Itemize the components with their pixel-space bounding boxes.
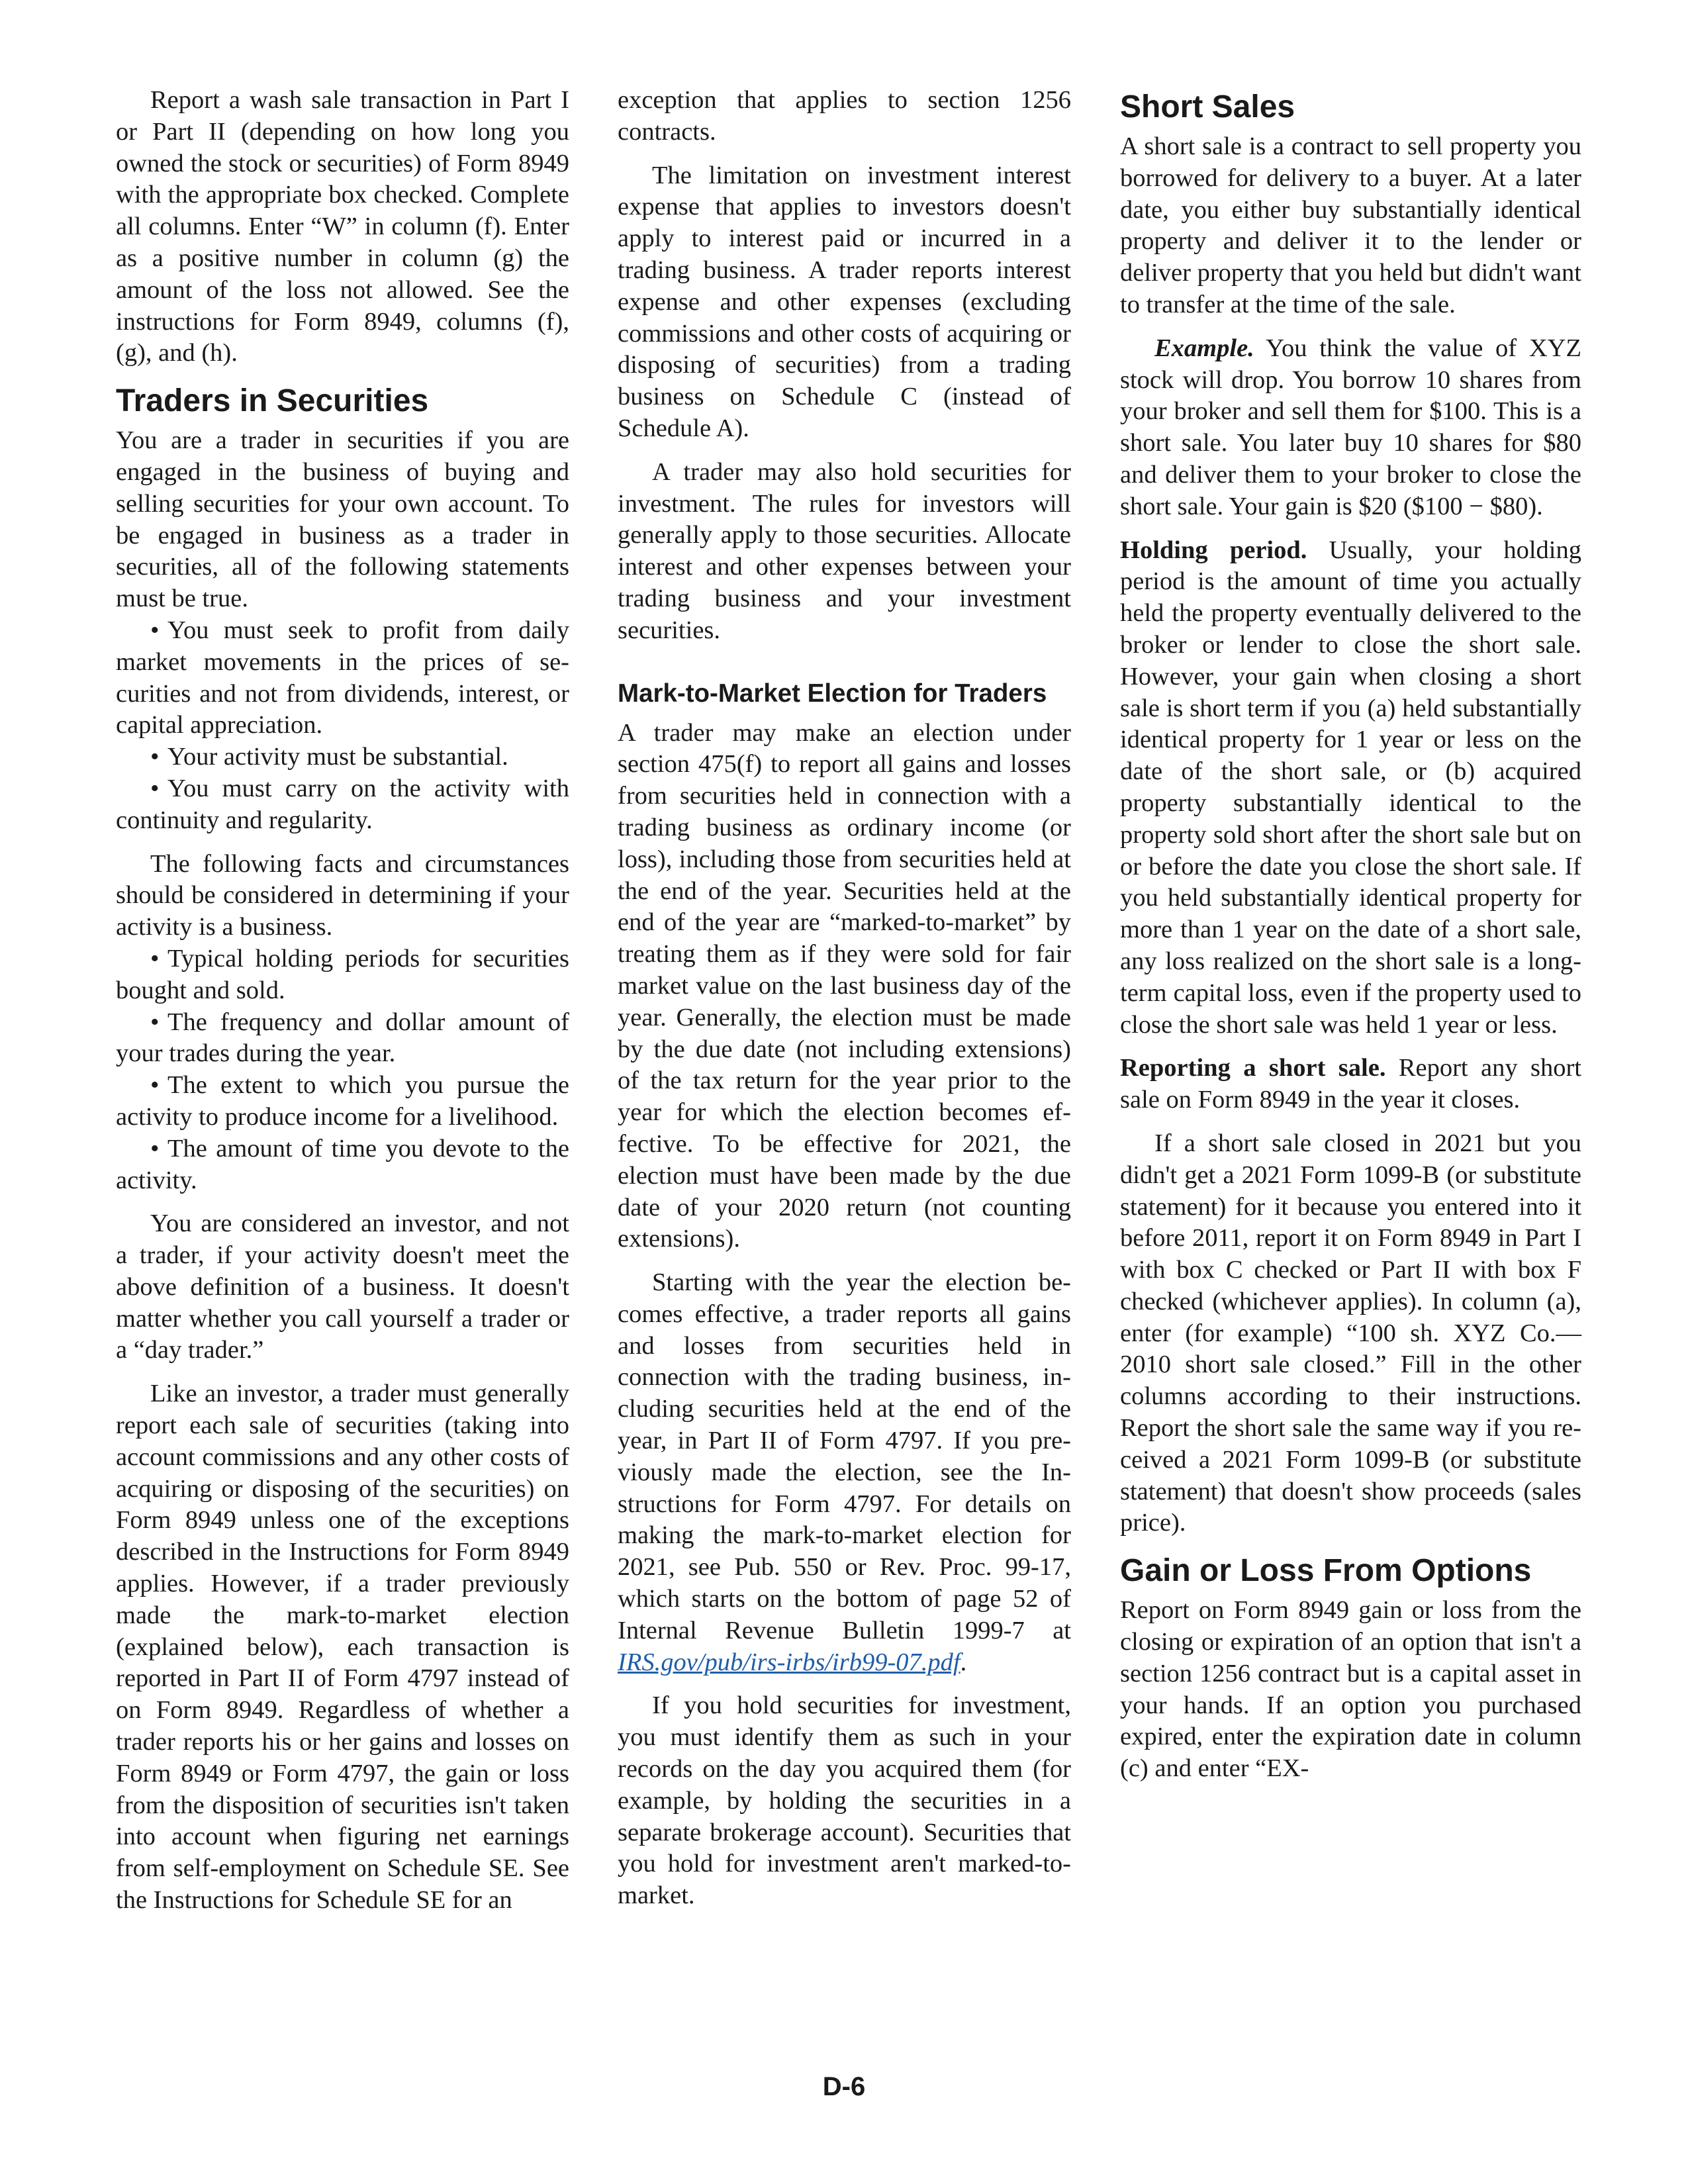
heading-traders-in-securities: Traders in Securities bbox=[116, 383, 429, 419]
list-item: • Your activity must be substantial. bbox=[116, 741, 569, 773]
paragraph-mark-to-market: A trader may make an election under section 475(f) to report all gains and losses from securities held in connection with a trading business as ordinary income (or loss), including those from securities held at the end of the year. Securities held at the end of the year are “marked-to-market” by treating them as if they were sold for fair market value on the last business day of the year. Generally, the election must be made by the due date (not including extensions) of the tax return for the year prior to the year for which the election becomes effective. To be effective for 2021, the election must have been made by the due date of your 2020 return (not counting extensions). bbox=[618, 718, 1071, 1253]
paragraph-like-investor: Like an investor, a trader must generally report each sale of securities (taking into account commissions and any other costs of acquiring or disposing of the securities) on Form 8949 unless one of the exceptions described in the Instructions for Form 8949 applies. However, if a trader previously made the mark-to-market election (explained below), each transaction is reported in Part II of Form 4797 instead of on Form 8949. Regardless of whether a trader reports his or her gains and losses on Form 8949 or Form 4797, the gain or loss from the disposition of securities isn't taken into account when figuring net earnings from self-employment on Schedule SE. See the Instructions for Schedule SE for an bbox=[116, 1380, 569, 1915]
paragraph-hold-investment: If you hold securities for investment, you must identify them as such in your records on the day you acquired them (for example, by holding the securities in a separate brokerage account). Securities that you hold for investment aren't marked-to-market. bbox=[618, 1691, 1071, 1910]
list-item: • The frequency and dollar amount of your trades during the year. bbox=[116, 1008, 569, 1068]
paragraph-starting: Starting with the year the election becomes effective, a trader reports all gains and losses from securities held in connection with the trading business, including securities held at the end of the year, in Part II of Form 4797. If you previously made the election, see the Instructions for Form 4797. For details on making the mark-to-market election for 2021, see Pub. 550 or Rev. Proc. 99-17, which starts on the bottom of page 52 of Internal Revenue Bulletin 1999-7 at IRS.gov/pub/irs-irbs/irb99-07.pdf. bbox=[618, 1268, 1071, 1676]
page-number: D-6 bbox=[822, 2072, 866, 2101]
paragraph-reporting: Reporting a short sale. Report any short sale on Form 8949 in the year it closes. bbox=[1120, 1054, 1581, 1114]
reporting-label: Reporting a short sale. bbox=[1120, 1054, 1386, 1082]
list-item: • You must carry on the activity with continuity and regularity. bbox=[116, 774, 569, 834]
heading-gain-loss-options: Gain or Loss From Options bbox=[1120, 1553, 1532, 1589]
paragraph-short-sale-definition: A short sale is a contract to sell property you borrowed for delivery to a buyer. At a later date, you either buy substantially identical property and deliver it to the lender or deliver property that you held but didn't want to transfer at the time of the sale. bbox=[1120, 132, 1581, 318]
paragraph-holding-period: Holding period. Usually, your holding period is the amount of time you actually held the property eventually delivered to the broker or lender to close the short sale. However, your gain when closing a short sale is short term if you (a) held substantially identical property for 1 year or less on the date of the short sale, or (b) acquired property substantially identical to the property sold short after the short sale but on or before the date you close the short sale. If you held substantially identical property for more than 1 year on the date of a short sale, any loss realized on the short sale is a long-term capital loss, even if the property used to close the short sale was held 1 year or less. bbox=[1120, 536, 1581, 1039]
example-label: Example. bbox=[1154, 334, 1254, 362]
paragraph-limitation: The limitation on investment interest expense that applies to investors doesn't apply to interest paid or incurred in a trading business. A trader reports interest expense and other expenses (excluding commissions and other costs of acquiring or disposing of securities) from a trading business on Schedule C (instead of Schedule A). bbox=[618, 161, 1071, 442]
paragraph-investor: You are considered an investor, and not a trader, if your activity doesn't meet the above definition of a business. It doesn't matter whether you call yourself a trader or a “day trader.” bbox=[116, 1210, 569, 1364]
paragraph-options: Report on Form 8949 gain or loss from the closing or expiration of an option that isn't a section 1256 contract but is a capital asset in your hands. If an option you purchased expired, enter the expiration date in column (c) and enter “EX- bbox=[1120, 1596, 1581, 1783]
bullet-icon: • bbox=[150, 743, 160, 771]
heading-short-sales: Short Sales bbox=[1120, 89, 1295, 124]
paragraph-continuation: exception that applies to section 1256 contracts. bbox=[618, 86, 1071, 146]
bullet-icon: • bbox=[150, 1008, 160, 1036]
paragraph-facts: The following facts and circumstances should be considered in determining if your activity is a business. bbox=[116, 849, 569, 941]
column-2 bbox=[618, 85, 1071, 1912]
paragraph-trader-definition: You are a trader in securities if you are engaged in the business of buying and selling securities for your own account. To be engaged in business as a trader in securities, all of the following statements must be true. bbox=[116, 426, 569, 613]
paragraph-example: Example. You think the value of XYZ stock will drop. You borrow 10 shares from your broker and sell them for $100. This is a short sale. You later buy 10 shares for $80 and deliver them to your broker to close the short sale. Your gain is $20 ($100 − $80). bbox=[1120, 334, 1581, 520]
bullet-icon: • bbox=[150, 944, 160, 973]
irb-link[interactable]: IRS.gov/pub/irs-irbs/irb99-07.pdf bbox=[618, 1648, 961, 1676]
list-item: • The extent to which you pursue the activity to produce income for a livelihood. bbox=[116, 1071, 569, 1131]
column-1 bbox=[116, 85, 569, 1917]
heading-mark-to-market: Mark-to-Market Election for Traders bbox=[618, 679, 1047, 708]
paragraph-wash-sale: Report a wash sale transaction in Part I or Part II (depending on how long you owned the stock or securities) of Form 8949 with the appropriate box checked. Complete all columns. Enter “W” in column (f). Enter as a positive number in column (g) the amount of the loss not allowed. See the instructions for Form 8949, columns (f), (g), and (h). bbox=[116, 86, 569, 367]
holding-period-label: Holding period. bbox=[1120, 536, 1307, 564]
bullet-icon: • bbox=[150, 616, 160, 644]
list-item: • You must seek to profit from daily market movements in the prices of securities and not from dividends, interest, or capital appreciation. bbox=[116, 616, 569, 739]
column-3 bbox=[1120, 89, 1581, 1785]
bullet-icon: • bbox=[150, 1134, 160, 1163]
bullet-icon: • bbox=[150, 1071, 160, 1100]
paragraph-also-hold: A trader may also hold securities for investment. The rules for investors will generally apply to those securities. Allocate interest and other expenses between your trading business and your investment securities. bbox=[618, 457, 1071, 644]
bullet-icon: • bbox=[150, 774, 160, 802]
list-item: • The amount of time you devote to the activity. bbox=[116, 1134, 569, 1194]
list-item: • Typical holding periods for securities bought and sold. bbox=[116, 944, 569, 1004]
paragraph-if-closed: If a short sale closed in 2021 but you didn't get a 2021 Form 1099-B (or substitute statement) for it because you entered into it before 2011, report it on Form 8949 in Part I with box C checked or Part II with box F checked (whichever applies). In column (a), enter (for example) “100 sh. XYZ Co.—2010 short sale closed.” Fill in the other columns according to their instructions. Report the short sale the same way if you received a 2021 Form 1099-B (or substitute statement) that doesn't show proceeds (sales price). bbox=[1120, 1129, 1581, 1537]
